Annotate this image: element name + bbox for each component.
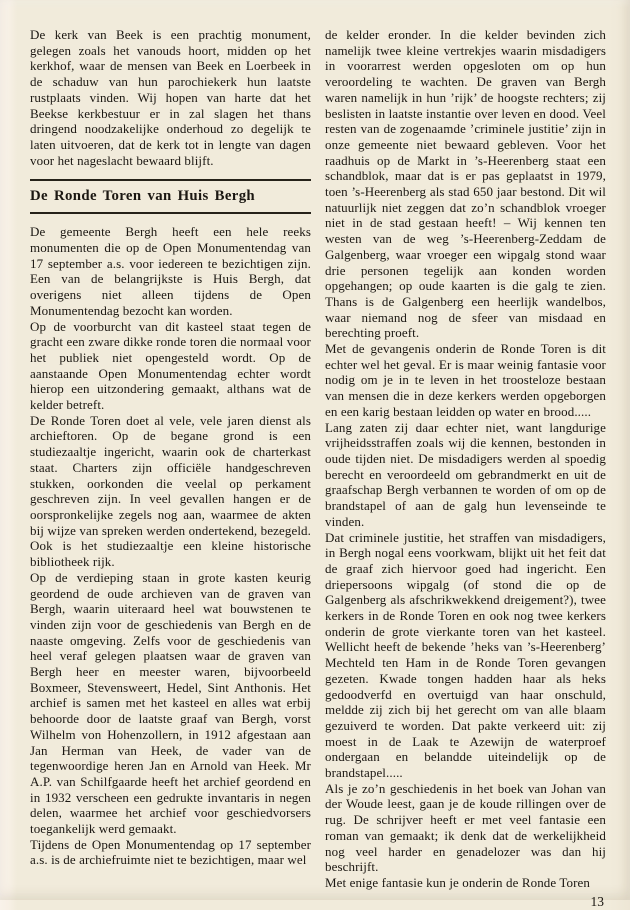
right-column (325, 27, 606, 910)
paragraph: De kerk van Beek is een prachtig monument, gelegen zoals het vanouds hoort, midden op het kerkhof, waar de mensen van Beek en Loerbeek in de schaduw van hun parochiekerk hun laatste rustplaats vinden. Wij hopen van harte dat het Beekse kerkbestuur er in zal slagen het thans dringend noodzakelijke onderhoud zo degelijk te laten uitvoeren, dat de kerk tot in lengte van dagen voor het nageslacht bewaard blijft. (30, 27, 311, 168)
paragraph: Op de voorburcht van dit kasteel staat tegen de gracht een zware dikke ronde toren die normaal voor het publiek niet opengesteld wordt. Op de aanstaande Open Monumentendag echter wordt hierop een uitzondering gemaakt, althans wat de kelder betreft. (30, 318, 311, 413)
paragraph: Dat criminele justitie, het straffen van misdadigers, in Bergh nogal eens voorkwam, blijkt uit het feit dat de graaf zich hiervoor goed had ingericht. Een driepersoons wipgalg (of stond die op de Galgenberg als afschrikwekkend dreigement?), twee kerkers in de Ronde Toren en ook nog twee kerkers onderin de grote vierkante toren van het kasteel. Wellicht heeft de bekende ’heks van ’s-Heerenberg’ Mechteld ten Ham in de Ronde Toren gevangen gezeten. Kwade tongen hadden haar als heks gedoodverfd en overtuigd van haar onschuld, meldde zij zich bij het gerecht om van alle blaam gezuiverd te worden. Dat pakte verkeerd uit: zij moest in de Laak te Azewijn de waterproef ondergaan en belandde uiteindelijk op de brandstapel..... (325, 529, 606, 781)
page-content (30, 27, 606, 910)
section-heading: De Ronde Toren van Huis Bergh (30, 188, 256, 205)
paragraph: De gemeente Bergh heeft een hele reeks monumenten die op de Open Monumentendag van 17 september a.s. voor iedereen te bezichtigen zijn. Een van de belangrijkste is Huis Bergh, dat overigens niet alleen tijdens de Open Monumentendag bezocht kan worden. (30, 224, 311, 318)
paragraph: Met de gevangenis onderin de Ronde Toren is dit echter wel het geval. Er is maar weinig fantasie voor nodig om je in te leven in het troosteloze bestaan van mensen die in deze kerkers werden opgeborgen en een karig bestaan leidden op water en brood..... (325, 341, 606, 419)
paragraph: Met enige fantasie kun je onderin de Ronde Toren (325, 874, 591, 890)
section-heading-block (30, 179, 311, 214)
left-column (30, 27, 311, 910)
page-number: 13 (590, 893, 604, 909)
paragraph: Tijdens de Open Monumentendag op 17 september a.s. is de archiefruimte niet te bezichtigen, maar wel (30, 836, 311, 868)
paragraph: Als je zo’n geschiedenis in het boek van Johan van der Woude leest, gaan je de koude rillingen over de rug. De schrijver heeft er met veel fantasie een roman van gemaakt; ik denk dat de werkelijkheid nog veel harder en genadelozer was dan hij beschrijft. (325, 780, 606, 875)
paragraph: Op de verdieping staan in grote kasten keurig geordend de oude archieven van de graven van Bergh, waarin uiteraard heel wat bouwstenen te vinden zijn voor de geschiedenis van Bergh en de naaste omgeving. Zelfs voor de geschiedenis van heel veraf gelegen plaatsen waar de graven van Bergh heer en meester waren, bijvoorbeeld Boxmeer, Stevensweert, Hedel, Sint Anthonis. Het archief is samen met het kasteel en alles wat erbij behoorde door de laatste graaf van Bergh, vorst Wilhelm von Hohenzollern, in 1912 afgestaan aan Jan Herman van Heek, de vader van de tegenwoordige heren Jan en Arnold van Heek. Mr A.P. van Schilfgaarde heeft het archief geordend en in 1932 verscheen een gedrukte invantaris in negen delen, waarmee het archief voor geschiedvorsers toegankelijk werd gemaakt. (30, 569, 311, 837)
paragraph: De Ronde Toren doet al vele, vele jaren dienst als archieftoren. Op de begane grond is een studiezaaltje ingericht, waarin ook de charterkast staat. Charters zijn officiële handgeschreven stukken, oorkonden die veelal op perkament geschreven zijn. In veel gevallen hangen er de oorspronkelijke zegels nog aan, waarmee de akten bij wijze van spreken werden ondertekend, bezegeld. Ook is het studiezaaltje een kleine historische bibliotheek rijk. (30, 412, 311, 570)
paragraph: Lang zaten zij daar echter niet, want langdurige vrijheidsstraffen zoals wij die kennen, bestonden in oude tijden niet. De misdadigers werden al spoedig berecht en veroordeeld om gebrandmerkt en uit de graafschap Bergh verbannen te worden of om op de brandstapel of aan de galg hun levenseinde te vinden. (325, 419, 606, 529)
paragraph: de kelder eronder. In die kelder bevinden zich namelijk twee kleine vertrekjes waarin misdadigers in voorarrest werden opgesloten om op hun veroordeling te wachten. De graven van Bergh waren namelijk in hun ’rijk’ de hoogste rechters; zij beslisten in laatste instantie over leven en dood. Veel resten van de zogenaamde ’criminele justitie’ zijn in onze gemeente niet bewaard gebleven. Voor het raadhuis op de Markt in ’s-Heerenberg staat een schandblok, maar dat is er pas geplaatst in 1979, toen ’s-Heerenberg als stad 650 jaar bestond. Dit wil natuurlijk niet zeggen dat zo’n schandblok vroeger niet in de stad gestaan heeft! – Wij kennen ten westen van de weg ’s-Heerenberg-Zeddam de Galgenberg, waar vroeger een wipgalg stond waar drie personen tegelijk aan konden worden opgehangen; op oude kaarten is die galg te zien. Thans is de Galgenberg een heerlijk wandelbos, waar niemand nog de sfeer van misdaad en berechting proeft. (325, 27, 606, 341)
